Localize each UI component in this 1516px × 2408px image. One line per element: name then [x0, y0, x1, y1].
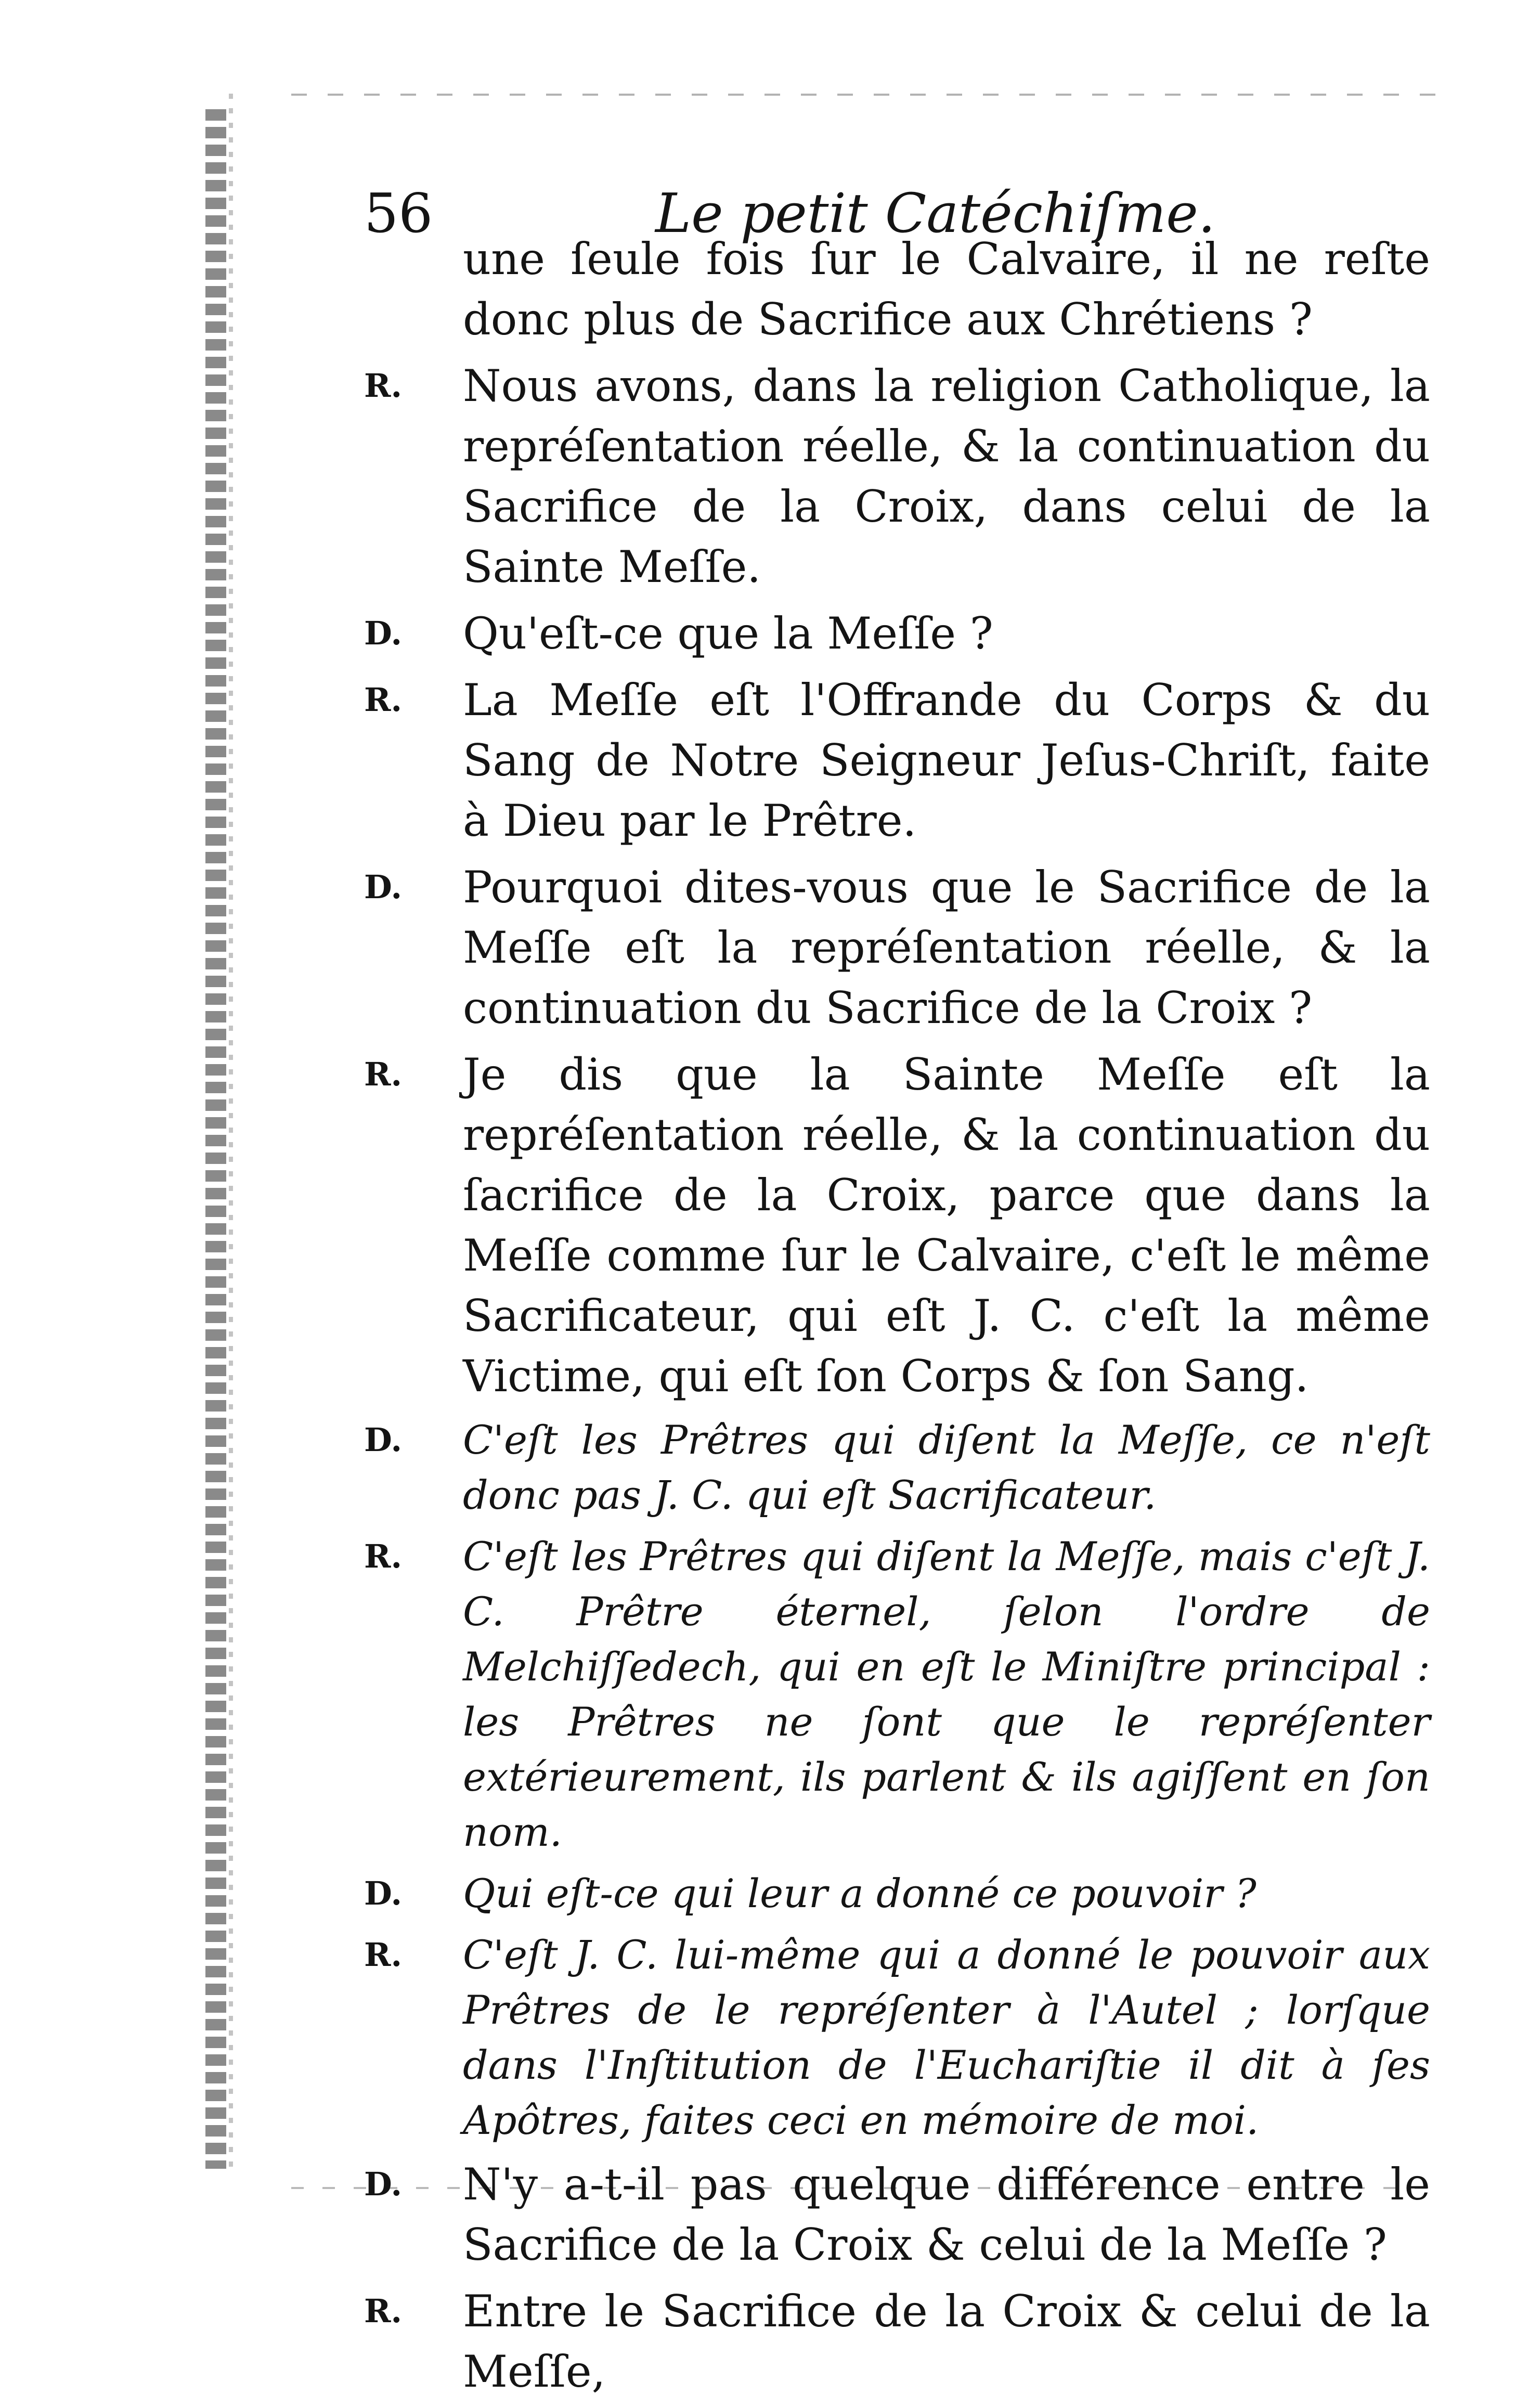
entry-label: D. — [364, 614, 403, 652]
entry-text: Qui eſt-ce qui leur a donné ce pouvoir ? — [463, 1870, 1256, 1917]
page-title: Le petit Catéchiſme. — [655, 182, 1215, 245]
entry-response — [364, 670, 1430, 851]
entry-label: D. — [364, 1874, 403, 1912]
entry-response — [364, 1529, 1430, 1860]
entry-label: R. — [364, 367, 403, 405]
entry-label: R. — [364, 2292, 403, 2330]
entry-label: D. — [364, 1421, 403, 1459]
entry-text: Pourquoi dites-vous que le Sacrifice de la Meſſe eſt la repréſentation réelle, & la continuation du Sacrifice de la Croix ? — [463, 862, 1430, 1033]
page-border-left — [205, 109, 226, 2169]
entry-question — [364, 603, 1430, 664]
entry-label: R. — [364, 1936, 403, 1974]
entry-text: La Meſſe eſt l'Offrande du Corps & du Sang de Notre Seigneur Jeſus-Chriſt, faite à Dieu par le Prêtre. — [463, 675, 1430, 846]
entry-text: Nous avons, dans la religion Catholique, la repréſentation réelle, & la continuation du Sacrifice de la Croix, dans celui de la Sainte Meſſe. — [463, 360, 1430, 592]
entry-text: Entre le Sacrifice de la Croix & celui de la Meſſe, — [463, 2286, 1430, 2397]
catechism-entries — [364, 229, 1430, 2408]
entry-response — [364, 356, 1430, 597]
entry-text: Qu'eſt-ce que la Meſſe ? — [463, 608, 993, 659]
entry-text: une ſeule fois ſur le Calvaire, il ne reſte donc plus de Sacrifice aux Chrétiens ? — [463, 234, 1430, 345]
page-number: 56 — [364, 182, 433, 245]
entry-text: Je dis que la Sainte Meſſe eſt la repréſentation réelle, & la continuation du ſacrifice de la Croix, parce que dans la Meſſe comme ſur le Calvaire, c'eſt le même Sacrificateur, qui eſt J. C. c'eſt la même Victime, qui eſt ſon Corps & ſon Sang. — [463, 1049, 1430, 1402]
entry-label: D. — [364, 2165, 403, 2203]
entry-text: C'eſt les Prêtres qui diſent la Meſſe, mais c'eſt J. C. Prêtre éternel, ſelon l'ordre de Melchiſſedech, qui en eſt le Miniſtre principal : les Prêtres ne ſont que le repréſenter extérieurement, ils parlent & ils agiſſent en ſon nom. — [463, 1533, 1430, 1855]
entry-response — [364, 2281, 1430, 2402]
entry-text: C'eſt les Prêtres qui diſent la Meſſe, ce n'eſt donc pas J. C. qui eſt Sacrificateur. — [463, 1417, 1430, 1518]
entry-label: R. — [364, 1055, 403, 1093]
entry-response — [364, 1927, 1430, 2148]
entry-question — [364, 2154, 1430, 2275]
entry-text: N'y a-t-il pas quelque différence entre le Sacrifice de la Croix & celui de la Meſſe ? — [463, 2159, 1430, 2270]
entry-response — [364, 1044, 1430, 1406]
entry-question — [364, 857, 1430, 1038]
entry-continuation — [364, 229, 1430, 349]
entry-label: R. — [364, 1537, 403, 1575]
entry-question — [364, 1866, 1430, 1921]
entry-label: D. — [364, 868, 403, 906]
entry-question — [364, 1413, 1430, 1523]
entry-label: R. — [364, 681, 403, 719]
top-rule — [291, 94, 1435, 96]
entry-text: C'eſt J. C. lui-même qui a donné le pouvoir aux Prêtres de le repréſenter à l'Autel ; lorſque dans l'Inſtitution de l'Euchariſtie il dit à ſes Apôtres, faites ceci en mémoire de moi. — [463, 1932, 1430, 2143]
page-border-left-thin — [229, 94, 233, 2174]
